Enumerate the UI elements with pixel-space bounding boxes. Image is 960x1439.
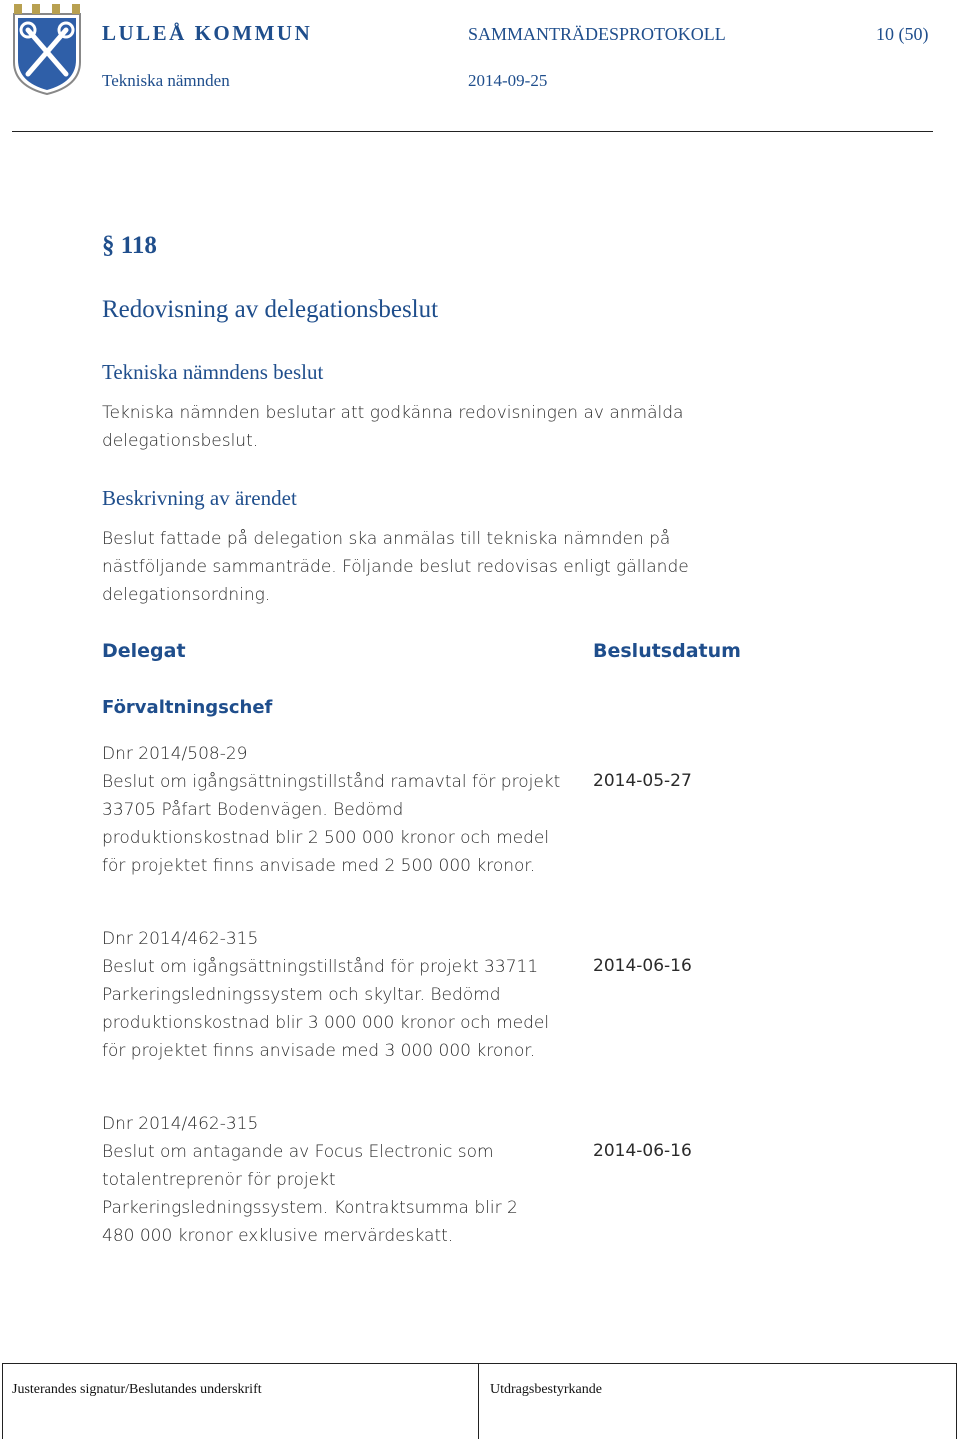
decision-text: Tekniska nämnden beslutar att godkänna redovisningen av anmälda delegationsbeslut. [102,403,684,451]
item-text: Beslut om antagande av Focus Electronic som totalentreprenör för projekt Parkeringsledningssystem. Kontraktsumma blir 2 480 000 kronor exklusive mervärdeskatt. [102,1142,518,1246]
item-text: Beslut om igångsättningstillstånd ramavtal för projekt 33705 Påfart Bodenvägen. Bedömd produktionskostnad blir 2 500 000 kronor och medel för projektet finns anvisade med 2 500 000 kronor. [102,772,561,876]
item-dnr: Dnr 2014/462-315 [102,929,259,949]
committee-name: Tekniska nämnden [102,71,230,90]
footer-border-right [956,1363,957,1439]
decision-heading: Tekniska nämndens beslut [102,360,324,384]
organization-name: LULEÅ KOMMUN [102,21,313,45]
section-title: Redovisning av delegationsbeslut [102,296,439,323]
page-number: 10 (50) [876,24,929,44]
footer-divider [2,1363,957,1364]
item-dnr: Dnr 2014/508-29 [102,744,248,764]
description-text: Beslut fattade på delegation ska anmälas till tekniska nämnden på nästföljande sammanträde. Följande beslut redovisas enligt gällande delegationsordning. [102,529,689,605]
item-text: Beslut om igångsättningstillstånd för projekt 33711 Parkeringsledningssystem och skyltar. Bedömd produktionskostnad blir 3 000 000 kronor och medel för projektet finns anvisade med 3 000 000 kronor. [102,957,550,1061]
column-header-decision-date: Beslutsdatum [593,640,741,662]
item-date: 2014-06-16 [593,1141,692,1161]
meeting-date: 2014-09-25 [468,71,548,90]
column-header-delegate: Delegat [102,640,186,662]
paragraph-number: § 118 [102,232,157,259]
delegate-role: Förvaltningschef [102,697,273,718]
signature-label: Justerandes signatur/Beslutandes underskrift [12,1382,262,1397]
footer-column-divider [478,1363,479,1439]
document-type: SAMMANTRÄDESPROTOKOLL [468,24,726,44]
footer-border-left [2,1363,3,1439]
header-divider [12,131,933,132]
certification-label: Utdragsbestyrkande [490,1382,602,1397]
coat-of-arms-logo [12,4,82,96]
description-heading: Beskrivning av ärendet [102,486,297,510]
item-dnr: Dnr 2014/462-315 [102,1114,259,1134]
item-date: 2014-05-27 [593,771,692,791]
item-date: 2014-06-16 [593,956,692,976]
